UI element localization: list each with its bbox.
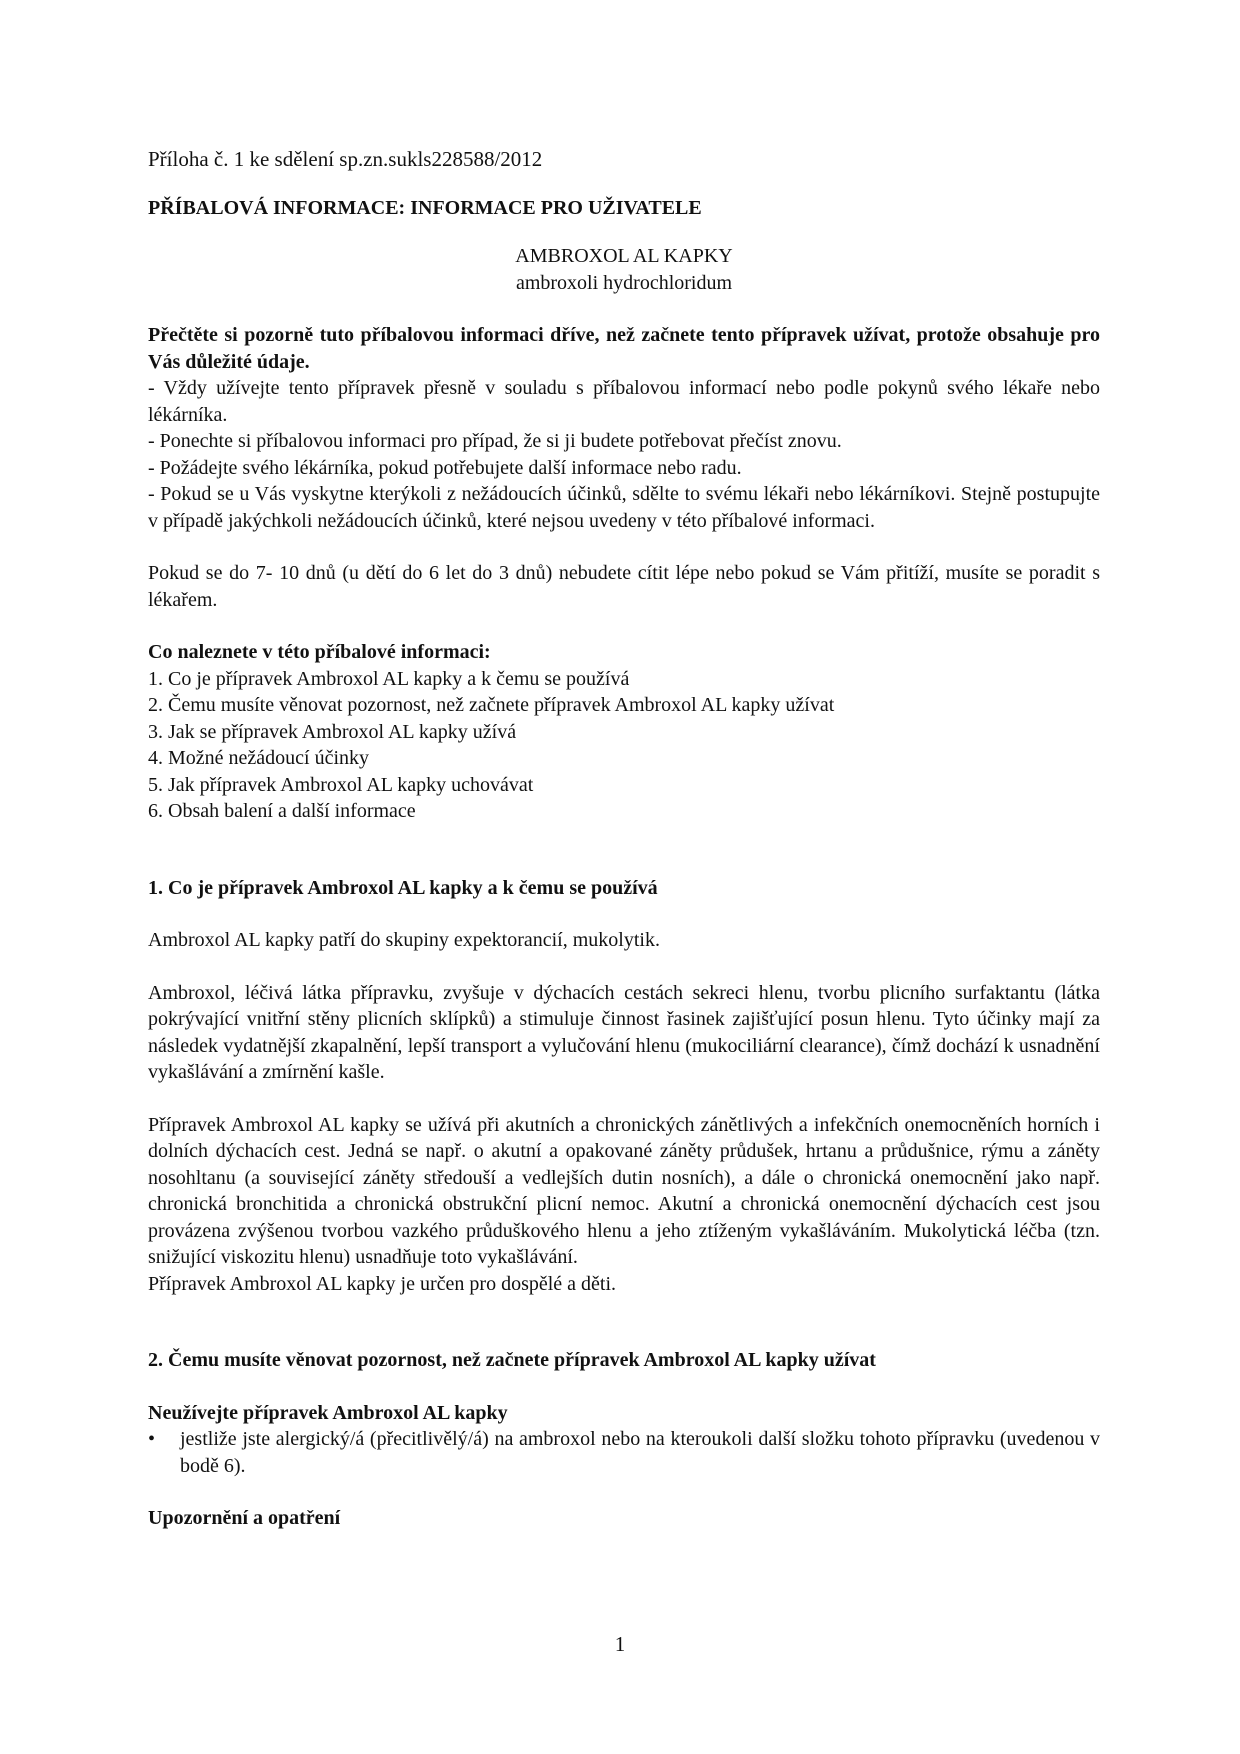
annex-reference: Příloha č. 1 ke sdělení sp.zn.sukls228588/2012 (148, 147, 543, 171)
bullet-icon: • (148, 1428, 156, 1450)
toc-item: 4. Možné nežádoucí účinky (148, 747, 370, 769)
section-1-paragraph: Ambroxol, léčivá látka přípravku, zvyšuje v dýchacích cestách sekreci hlenu, tvorbu plicního surfaktantu (látka pokrývající vnitřní stěny plicních sklípků) a stimuluje činnost řasinek zajišťující posun hlenu. Tyto účinky mají za následek vydatnější zkapalnění, lepší transport a vylučování hlenu (mukociliární clearance), čímž dochází k usnadnění vykašlávání a zmírnění kašle. (148, 981, 1100, 1083)
section-2-subheading: Neužívejte přípravek Ambroxol AL kapky (148, 1401, 508, 1424)
contraindication-text: jestliže jste alergický/á (přecitlivělý/á) na ambroxol nebo na kteroukoli další složku tohoto přípravku (uvedenou v bodě 6). (180, 1428, 1100, 1477)
section-2-heading: 2. Čemu musíte věnovat pozornost, než začnete přípravek Ambroxol AL kapky užívat (148, 1349, 876, 1371)
consult-doctor-paragraph: Pokud se do 7- 10 dnů (u dětí do 6 let do 3 dnů) nebudete cítit lépe nebo pokud se Vám přitíží, musíte se poradit s lékařem. (148, 562, 1100, 611)
contraindication-item (148, 1426, 1100, 1479)
toc-item: 1. Co je přípravek Ambroxol AL kapky a k čemu se používá (148, 667, 630, 690)
intro-item: - Požádejte svého lékárníka, pokud potřebujete další informace nebo radu. (148, 456, 742, 479)
section-2-subheading-precautions: Upozornění a opatření (148, 1507, 341, 1529)
intro-warning: Přečtěte si pozorně tuto příbalovou informaci dříve, než začnete tento přípravek užívat, protože obsahuje pro Vás důležité údaje. (148, 324, 1100, 373)
section-1-paragraph: Přípravek Ambroxol AL kapky je určen pro dospělé a děti. (148, 1272, 617, 1295)
toc-item: 5. Jak přípravek Ambroxol AL kapky uchovávat (148, 773, 534, 796)
product-name: AMBROXOL AL KAPKY (515, 245, 733, 267)
intro-item: - Pokud se u Vás vyskytne kterýkoli z nežádoucích účinků, sdělte to svému lékaři nebo lékárníkovi. Stejně postupujte v případě jakýchkoli nežádoucích účinků, které nejsou uvedeny v této příbalové informaci. (148, 483, 1100, 532)
leaflet-page (148, 146, 1100, 1532)
document-title: PŘÍBALOVÁ INFORMACE: INFORMACE PRO UŽIVATELE (148, 196, 702, 219)
toc-item: 3. Jak se přípravek Ambroxol AL kapky užívá (148, 720, 517, 743)
toc-heading: Co naleznete v této příbalové informaci: (148, 641, 491, 663)
section-1-paragraph: Přípravek Ambroxol AL kapky se užívá při akutních a chronických zánětlivých a infekčních onemocněních horních i dolních dýchacích cest. Jedná se např. o akutní a opakované záněty průdušek, hrtanu a průdušnice, rýmu a záněty nosohltanu (a související záněty středouší a vedlejších dutin nosních), a dále o chronická onemocnění jako např. chronická bronchitida a chronická obstrukční plicní nemoc. Akutní a chronická onemocnění dýchacích cest jsou provázena zvýšenou tvorbou vazkého průduškového hlenu a jeho ztíženým vykašláváním. Mukolytická léčba (tzn. snižující viskozitu hlenu) usnadňuje toto vykašlávání. (148, 1113, 1100, 1268)
section-1-paragraph: Ambroxol AL kapky patří do skupiny expektorancií, mukolytik. (148, 929, 660, 951)
section-1-heading: 1. Co je přípravek Ambroxol AL kapky a k čemu se používá (148, 876, 658, 899)
toc-item: 2. Čemu musíte věnovat pozornost, než začnete přípravek Ambroxol AL kapky užívat (148, 694, 835, 716)
intro-item: - Ponechte si příbalovou informaci pro případ, že si ji budete potřebovat přečíst znovu. (148, 430, 842, 452)
active-substance: ambroxoli hydrochloridum (515, 271, 733, 294)
intro-item: - Vždy užívejte tento přípravek přesně v souladu s příbalovou informací nebo podle pokynů svého lékaře nebo lékárníka. (148, 377, 1100, 426)
toc-item: 6. Obsah balení a další informace (148, 800, 416, 822)
page-number: 1 (614, 1632, 626, 1656)
